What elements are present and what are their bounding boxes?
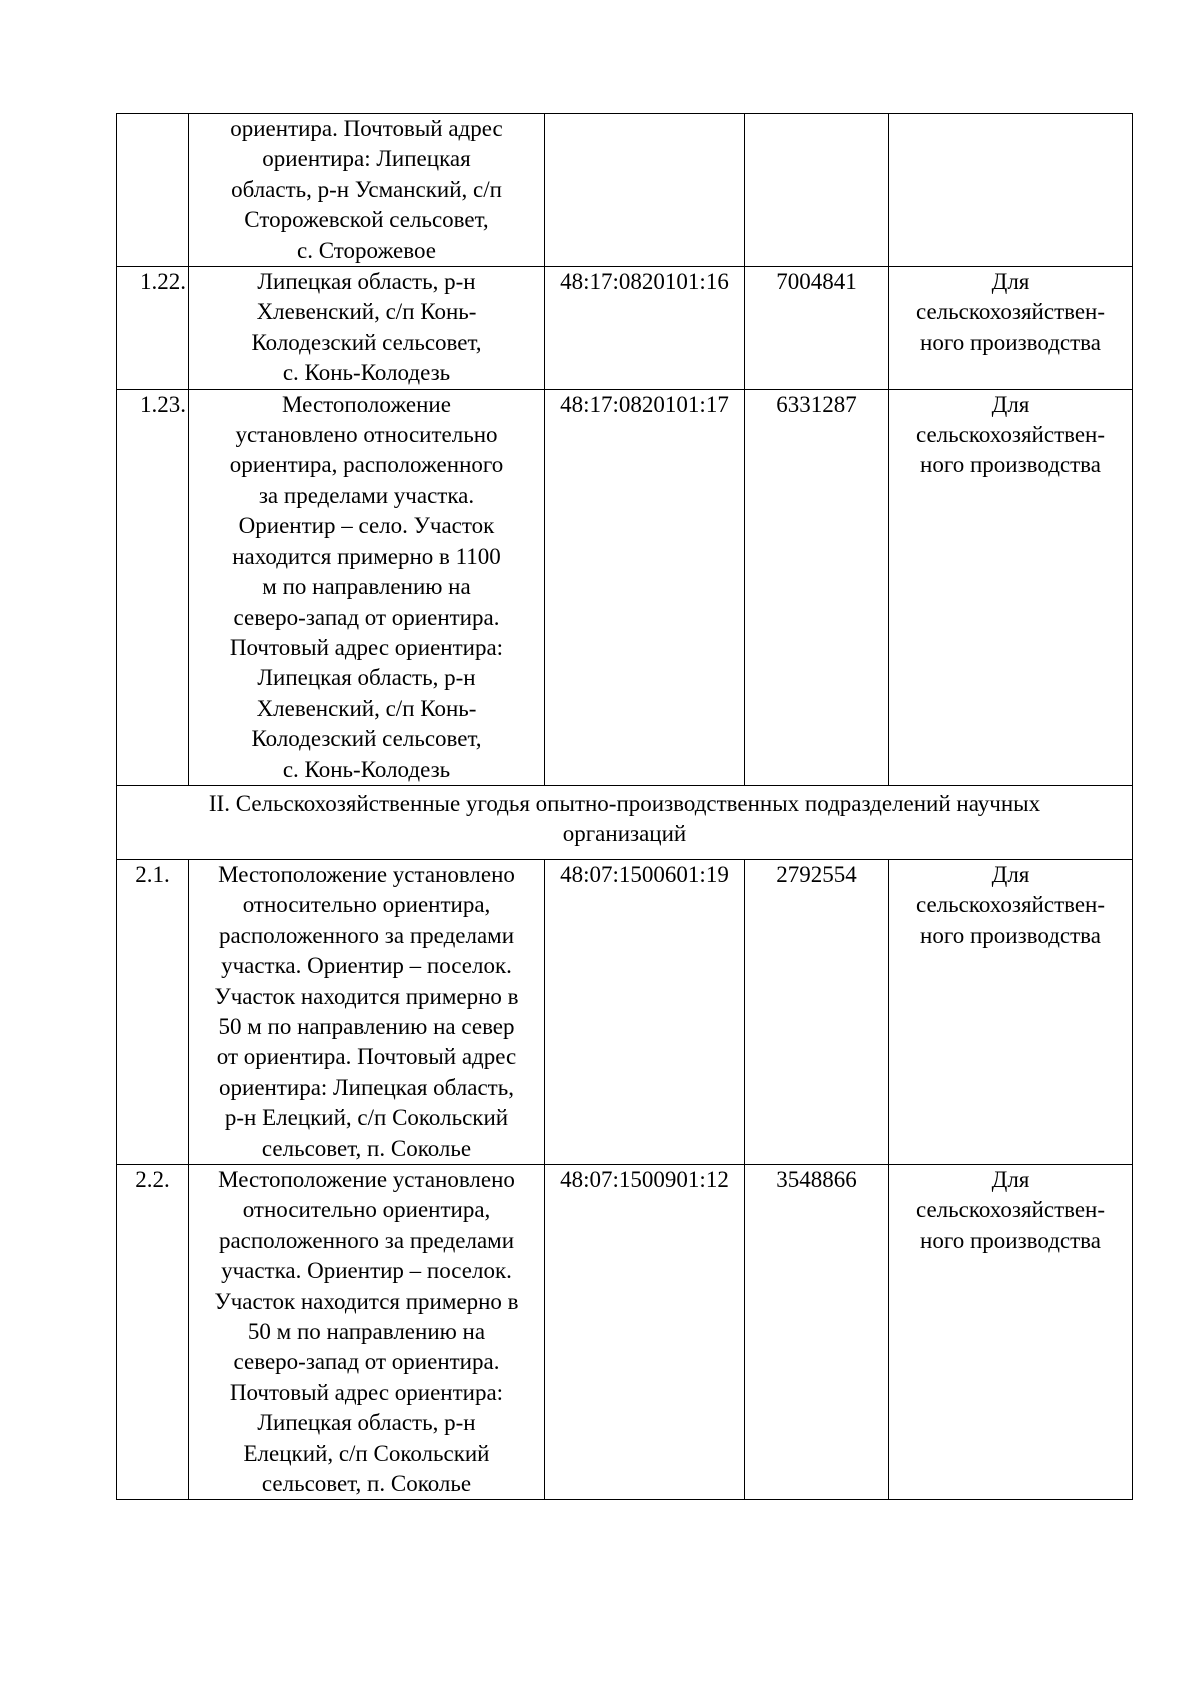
table-row (117, 114, 1133, 267)
purpose-line: Для (991, 1167, 1030, 1192)
location-line: с. Сторожевое (297, 237, 436, 263)
location-cell (189, 859, 545, 1164)
section-heading (117, 785, 1133, 859)
location-line: 50 м по направлению на (247, 1319, 486, 1345)
location-line: Участок находится примерно в (214, 983, 519, 1009)
purpose-line: Для (991, 391, 1030, 417)
section-line: организаций (562, 821, 687, 847)
location-line: Местоположение установлено (218, 861, 515, 887)
land-plots-table (116, 113, 1133, 1500)
location-line: относительно ориентира, (242, 1197, 491, 1223)
purpose-line: ного производства (920, 922, 1101, 948)
area-value: 6331287 (745, 389, 889, 785)
cadastral-number: 48:17:0820101:17 (545, 389, 745, 785)
purpose-line: сельскохозяйствен- (915, 299, 1106, 325)
area-value (745, 114, 889, 267)
location-line: сельсовет, п. Соколье (261, 1135, 472, 1161)
row-number: 1.23. (117, 389, 189, 785)
location-line: Почтовый адрес ориентира: (229, 1379, 504, 1405)
location-line: относительно ориентира, (242, 892, 491, 918)
location-line: Сторожевской сельсовет, (244, 207, 489, 233)
location-line: область, р-н Усманский, с/п (231, 176, 502, 202)
location-line: Липецкая область, р-н (257, 665, 476, 691)
location-line: расположенного за пределами (218, 1227, 515, 1253)
section-line: II. Сельскохозяйственные угодья опытно-производственных подразделений научных (208, 790, 1041, 816)
purpose-line: Для (991, 269, 1030, 295)
location-line: за пределами участка. (258, 482, 475, 508)
purpose-cell (889, 859, 1133, 1164)
location-line: северо-запад от ориентира. (233, 1349, 500, 1375)
location-line: северо-запад от ориентира. (233, 604, 500, 630)
purpose-line: Для (991, 861, 1030, 887)
area-value: 7004841 (745, 267, 889, 390)
cadastral-number: 48:07:1500601:19 (545, 859, 745, 1164)
location-line: участка. Ориентир – поселок. (221, 953, 512, 979)
location-line: Липецкая область, р-н (257, 1410, 476, 1436)
location-line: Почтовый адрес ориентира: (229, 634, 504, 660)
section-row (117, 785, 1133, 859)
location-line: Елецкий, с/п Сокольский (243, 1440, 490, 1466)
row-number: 1.22. (117, 267, 189, 390)
table-row (117, 1165, 1133, 1500)
location-line: от ориентира. Почтовый адрес (216, 1044, 517, 1070)
purpose-line: ного производства (920, 329, 1101, 355)
location-line: Хлевенский, с/п Конь- (256, 695, 477, 721)
location-line: находится примерно в 1100 (232, 543, 501, 569)
location-cell (189, 1165, 545, 1500)
location-line: расположенного за пределами (218, 922, 515, 948)
document-page (116, 113, 1132, 1500)
purpose-cell (889, 1165, 1133, 1500)
purpose-line: сельскохозяйствен- (915, 892, 1106, 918)
location-cell (189, 267, 545, 390)
location-line: Хлевенский, с/п Конь- (256, 299, 477, 325)
location-line: участка. Ориентир – поселок. (221, 1258, 512, 1284)
location-cell (189, 114, 545, 267)
location-line: м по направлению на (262, 574, 471, 600)
location-line: 50 м по направлению на север (218, 1013, 515, 1039)
location-line: Ориентир – село. Участок (238, 513, 495, 539)
purpose-cell (889, 389, 1133, 785)
cadastral-number: 48:17:0820101:16 (545, 267, 745, 390)
cadastral-number: 48:07:1500901:12 (545, 1165, 745, 1500)
purpose-cell (889, 267, 1133, 390)
location-line: Липецкая область, р-н (257, 269, 476, 295)
location-line: р-н Елецкий, с/п Сокольский (224, 1105, 509, 1131)
location-line: с. Конь-Колодезь (282, 360, 451, 386)
table-row (117, 859, 1133, 1164)
row-number (117, 114, 189, 267)
location-line: Колодезский сельсовет, (251, 726, 482, 752)
location-line: Местоположение установлено (218, 1167, 515, 1192)
cadastral-number (545, 114, 745, 267)
location-line: Колодезский сельсовет, (251, 329, 482, 355)
table-row (117, 267, 1133, 390)
area-value: 3548866 (745, 1165, 889, 1500)
purpose-line: сельскохозяйствен- (915, 1197, 1106, 1223)
location-line: ориентира: Липецкая область, (219, 1074, 514, 1100)
location-line: установлено относительно (235, 422, 498, 448)
location-line: с. Конь-Колодезь (282, 756, 451, 782)
row-number: 2.2. (117, 1165, 189, 1500)
location-line: Участок находится примерно в (214, 1288, 519, 1314)
area-value: 2792554 (745, 859, 889, 1164)
purpose-line: сельскохозяйствен- (915, 422, 1106, 448)
purpose-cell (889, 114, 1133, 267)
location-line: ориентира: Липецкая (262, 146, 471, 172)
purpose-line: ного производства (920, 452, 1101, 478)
location-cell (189, 389, 545, 785)
table-row (117, 389, 1133, 785)
location-line: ориентира, расположенного (229, 452, 504, 478)
location-line: ориентира. Почтовый адрес (230, 116, 503, 141)
row-number: 2.1. (117, 859, 189, 1164)
location-line: Местоположение (282, 391, 451, 417)
location-line: сельсовет, п. Соколье (261, 1471, 472, 1497)
purpose-line: ного производства (920, 1227, 1101, 1253)
